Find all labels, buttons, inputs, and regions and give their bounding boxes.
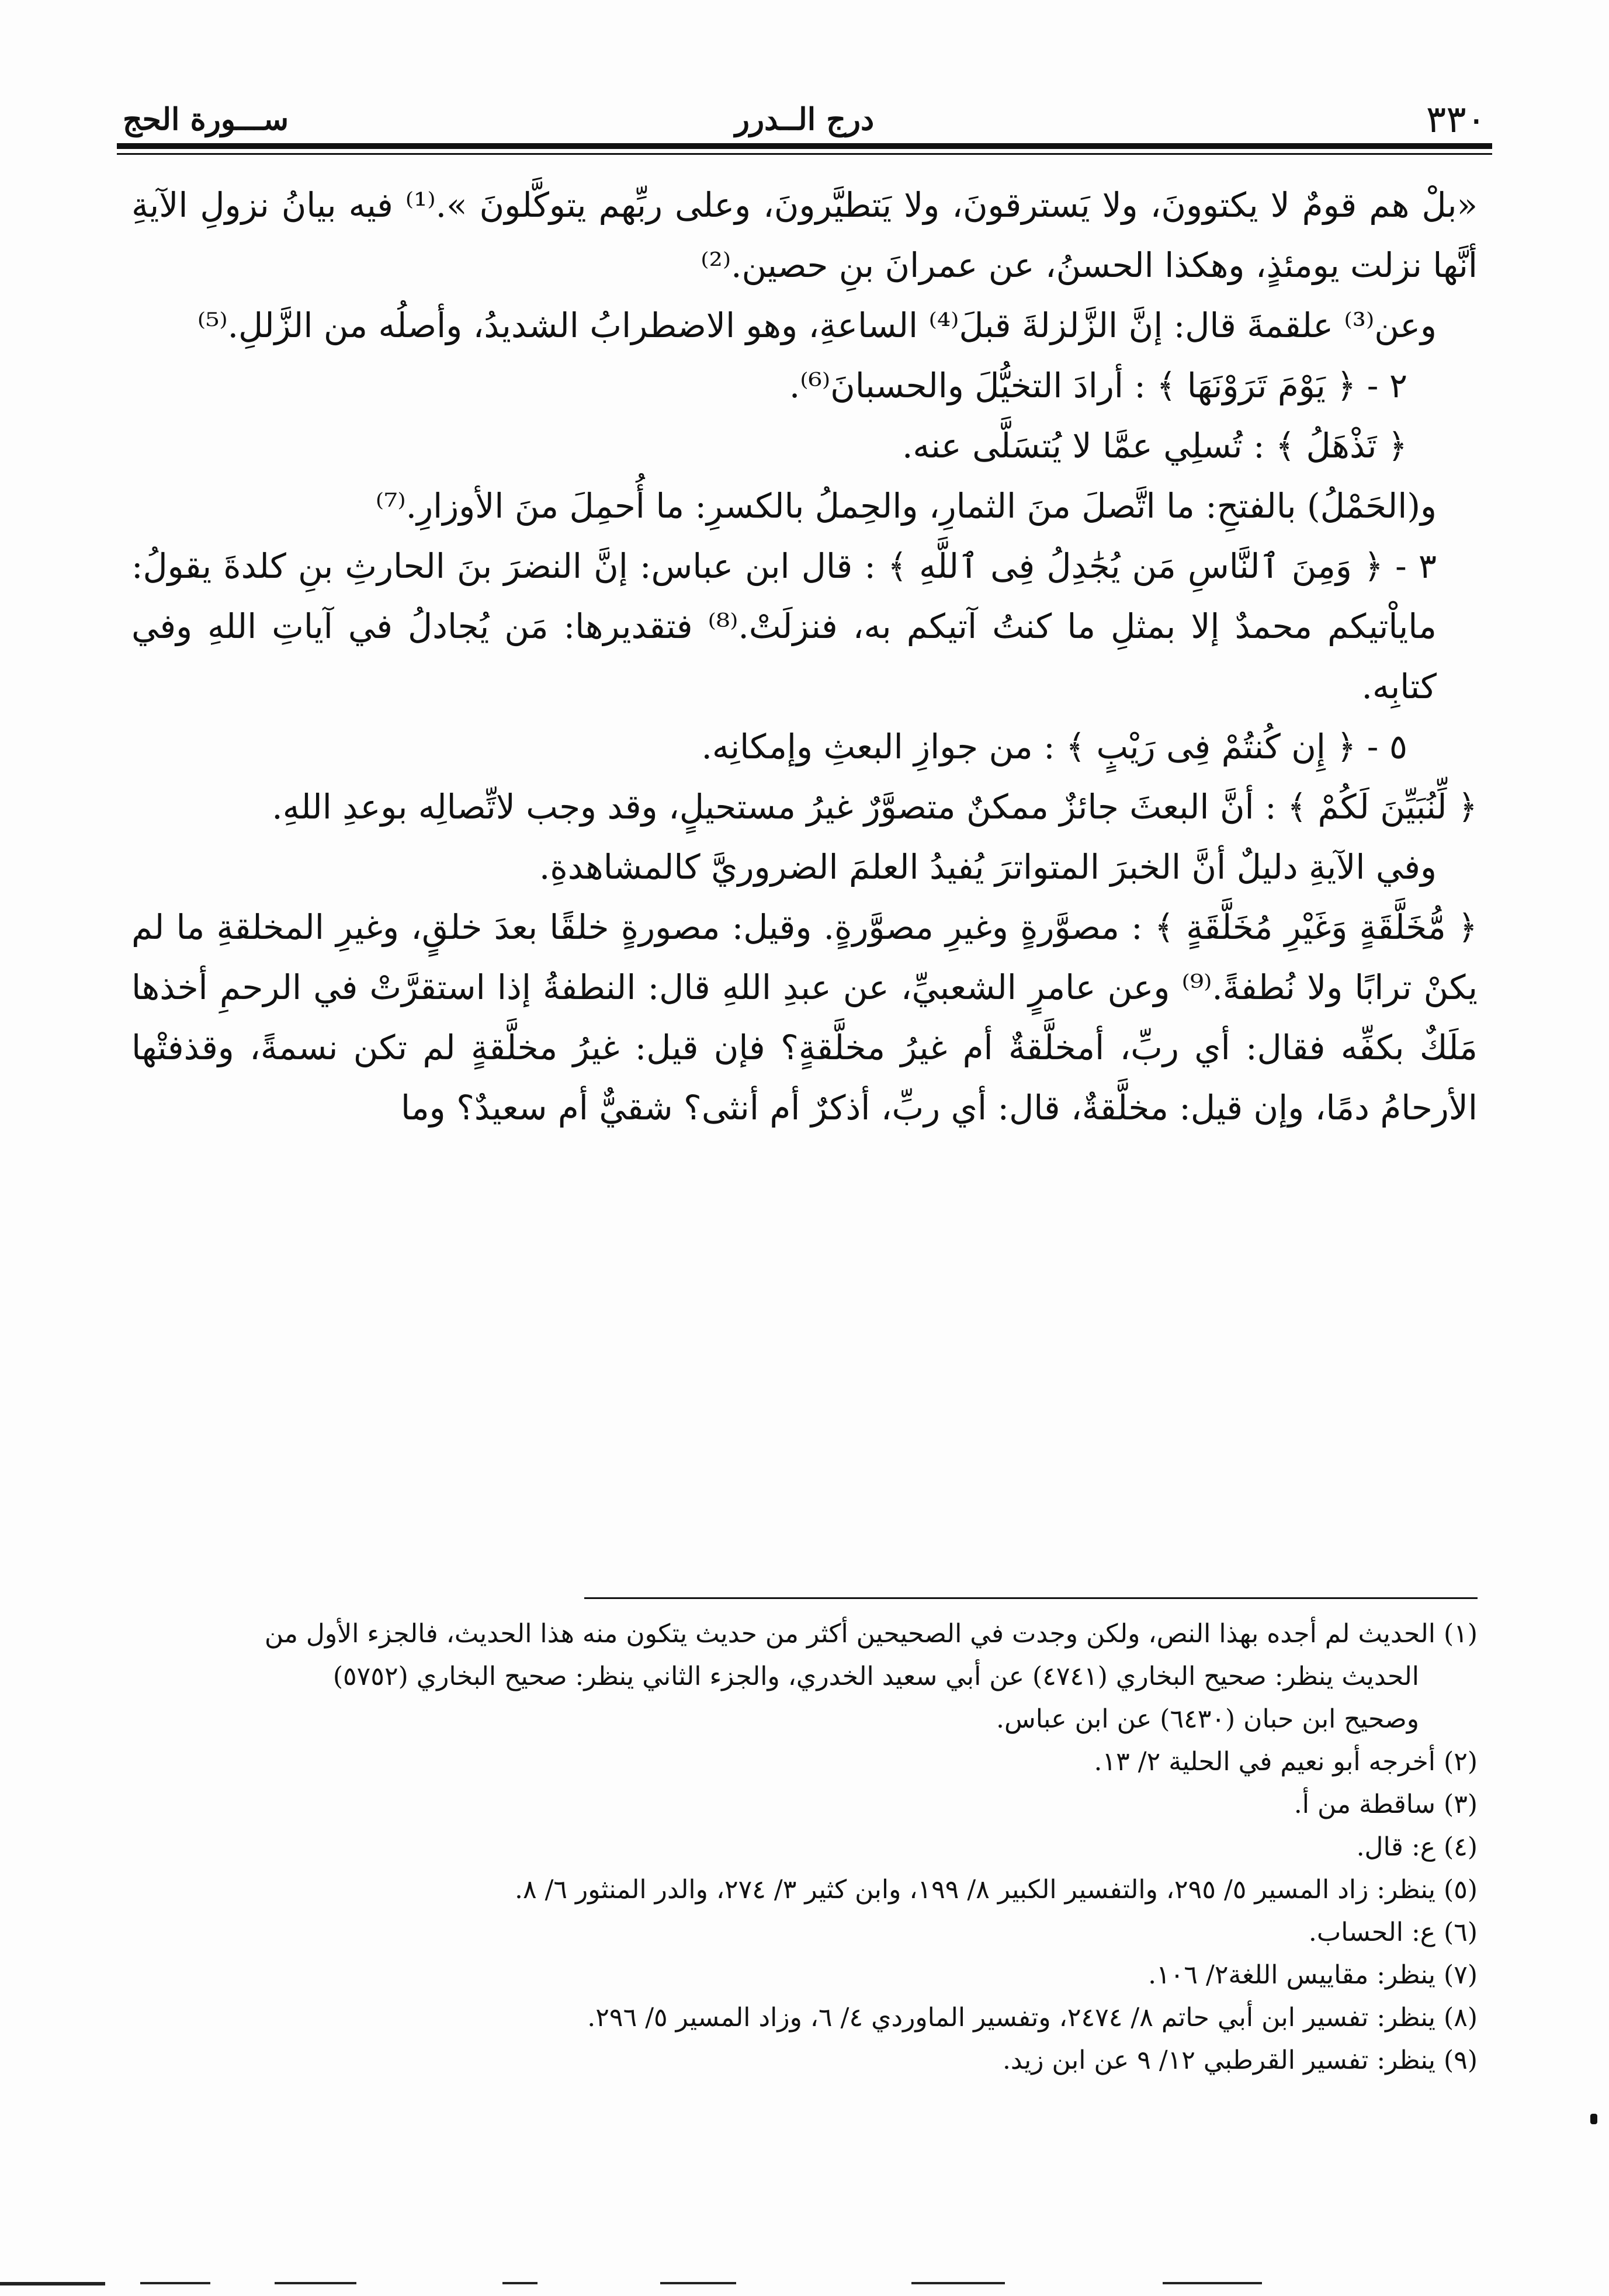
paragraph: وعن⁽³⁾ علقمةَ قال: إنَّ الزَّلزلةَ قبلَ⁽⁴⁾ الساعةِ، وهو الاضطرابُ الشديدُ، وأصلُه من الزَّللِ.⁽⁵⁾: [197, 306, 1437, 345]
scan-edge-mark: [0, 2282, 105, 2285]
paragraph: «بلْ هم قومٌ لا يكتوونَ، ولا يَسترقونَ، ولا يَتطيَّرونَ، وعلى ربِّهم يتوكَّلونَ ».⁽¹⁾ فيه بيانُ نزولِ الآيةِ أنَّها نزلت يومئذٍ، وهكذا الحسنُ، عن عمرانَ بنِ حصين.⁽²⁾: [131, 185, 1478, 285]
footnotes: [131, 1612, 1478, 2082]
scan-edge-mark: [660, 2282, 736, 2284]
scan-edge-mark: [275, 2282, 356, 2284]
main-text: [131, 175, 1478, 1138]
footnote: (٢) أخرجه أبو نعيم في الحلية ٢/ ١٣.: [1094, 1747, 1478, 1777]
scan-edge-mark: [911, 2282, 1005, 2284]
footnote: (١) الحديث لم أجده بهذا النص، ولكن وجدت في الصحيحين أكثر من حديث يتكون منه هذا الحديث، فالجزء الأول من: [264, 1619, 1478, 1649]
scan-edge-mark: [502, 2282, 538, 2284]
paragraph: ٥ - ﴿ إِن كُنتُمْ فِى رَيْبٍ ﴾ : من جوازِ البعثِ وإمكانِه.: [701, 727, 1407, 767]
footnote: (٤) ع: قال.: [1356, 1832, 1478, 1862]
footnote: (٨) ينظر: تفسير ابن أبي حاتم ٨/ ٢٤٧٤، وتفسير الماوردي ٤/ ٦، وزاد المسير ٥/ ٢٩٦.: [587, 2003, 1478, 2033]
header-rule-thin: [117, 153, 1492, 155]
footnote-separator: [584, 1597, 1478, 1599]
scan-edge-mark: [140, 2282, 210, 2284]
footnote: (٧) ينظر: مقاييس اللغة٢/ ١٠٦.: [1148, 1960, 1478, 1990]
paragraph: ﴿ مُّخَلَّقَةٍ وَغَيْرِ مُخَلَّقَةٍ ﴾ : مصوَّرةٍ وغيرِ مصوَّرةٍ. وقيل: مصورةٍ خلقًا بعدَ خلقٍ، وغيرِ المخلقةِ ما لم يكنْ ترابًا ولا نُطفةً.⁽⁹⁾ وعن عامرٍ الشعبيِّ، عن عبدِ اللهِ قال: النطفةُ إذا استقرَّتْ في الرحمِ أخذها مَلَكٌ بكفِّه فقال: أي ربِّ، أمخلَّقةٌ أم غيرُ مخلَّقةٍ؟ فإن قيل: غيرُ مخلَّقةٍ لم تكن نسمةً، وقذفتْها الأرحامُ دمًا، وإن قيل: مخلَّقةٌ، قال: أي ربِّ، أذكرٌ أم أنثى؟ شقيٌّ أم سعيدٌ؟ وما: [131, 907, 1478, 1128]
scan-edge-mark: [1163, 2282, 1262, 2284]
footnote-continuation: الحديث ينظر: صحيح البخاري (٤٧٤١) عن أبي سعيد الخدري، والجزء الثاني ينظر: صحيح البخاري (٥٧٥٢): [332, 1662, 1419, 1691]
scan-mark: [1590, 2114, 1597, 2124]
footnote: (٦) ع: الحساب.: [1308, 1917, 1478, 1947]
paragraph: ٢ - ﴿ يَوْمَ تَرَوْنَهَا ﴾ : أرادَ التخيُّلَ والحسبانَ⁽⁶⁾.: [789, 366, 1407, 405]
paragraph: وفي الآيةِ دليلٌ أنَّ الخبرَ المتواترَ يُفيدُ العلمَ الضروريَّ كالمشاهدةِ.: [539, 847, 1437, 887]
page-number: ٣٣٠: [1426, 98, 1486, 141]
paragraph: ﴿ تَذْهَلُ ﴾ : تُسلِي عمَّا لا يُتسَلَّى عنه.: [902, 426, 1407, 466]
footnote-continuation: وصحيح ابن حبان (٦٤٣٠) عن ابن عباس.: [996, 1704, 1419, 1734]
header-rule-thick: [117, 143, 1492, 149]
book-title: درج الــدرر: [734, 102, 875, 137]
footnote: (٣) ساقطة من أ.: [1294, 1789, 1478, 1819]
surah-title: ســـورة الحج: [123, 102, 289, 137]
scan-edge-marks: [0, 2282, 1609, 2285]
footnote: (٥) ينظر: زاد المسير ٥/ ٢٩٥، والتفسير الكبير ٨/ ١٩٩، وابن كثير ٣/ ٢٧٤، والدر المنثور ٦/ ٨.: [514, 1875, 1478, 1905]
paragraph: ﴿ لِّنُبَيِّنَ لَكُمْ ﴾ : أنَّ البعثَ جائزٌ ممكنٌ متصوَّرٌ غيرُ مستحيلٍ، وقد وجب لاتِّصالِه بوعدِ اللهِ.: [272, 787, 1478, 827]
paragraph: ٣ - ﴿ وَمِنَ ٱلنَّاسِ مَن يُجَٰدِلُ فِى ٱللَّهِ ﴾ : قال ابن عباس: إنَّ النضرَ بنَ الحارثِ بنِ كلدةَ يقولُ: ماياْتيكم محمدٌ إلا بمثلِ ما كنتُ آتيكم به، فنزلَتْ.⁽⁸⁾ فتقديرها: مَن يُجادلُ في آياتِ اللهِ وفي كتابِه.: [131, 546, 1437, 706]
paragraph: و(الحَمْلُ) بالفتحِ: ما اتَّصلَ منَ الثمارِ، والحِملُ بالكسرِ: ما أُحمِلَ منَ الأوزارِ.⁽⁷⁾: [375, 486, 1437, 526]
footnote: (٩) ينظر: تفسير القرطبي ١٢/ ٩ عن ابن زيد.: [1002, 2045, 1478, 2075]
